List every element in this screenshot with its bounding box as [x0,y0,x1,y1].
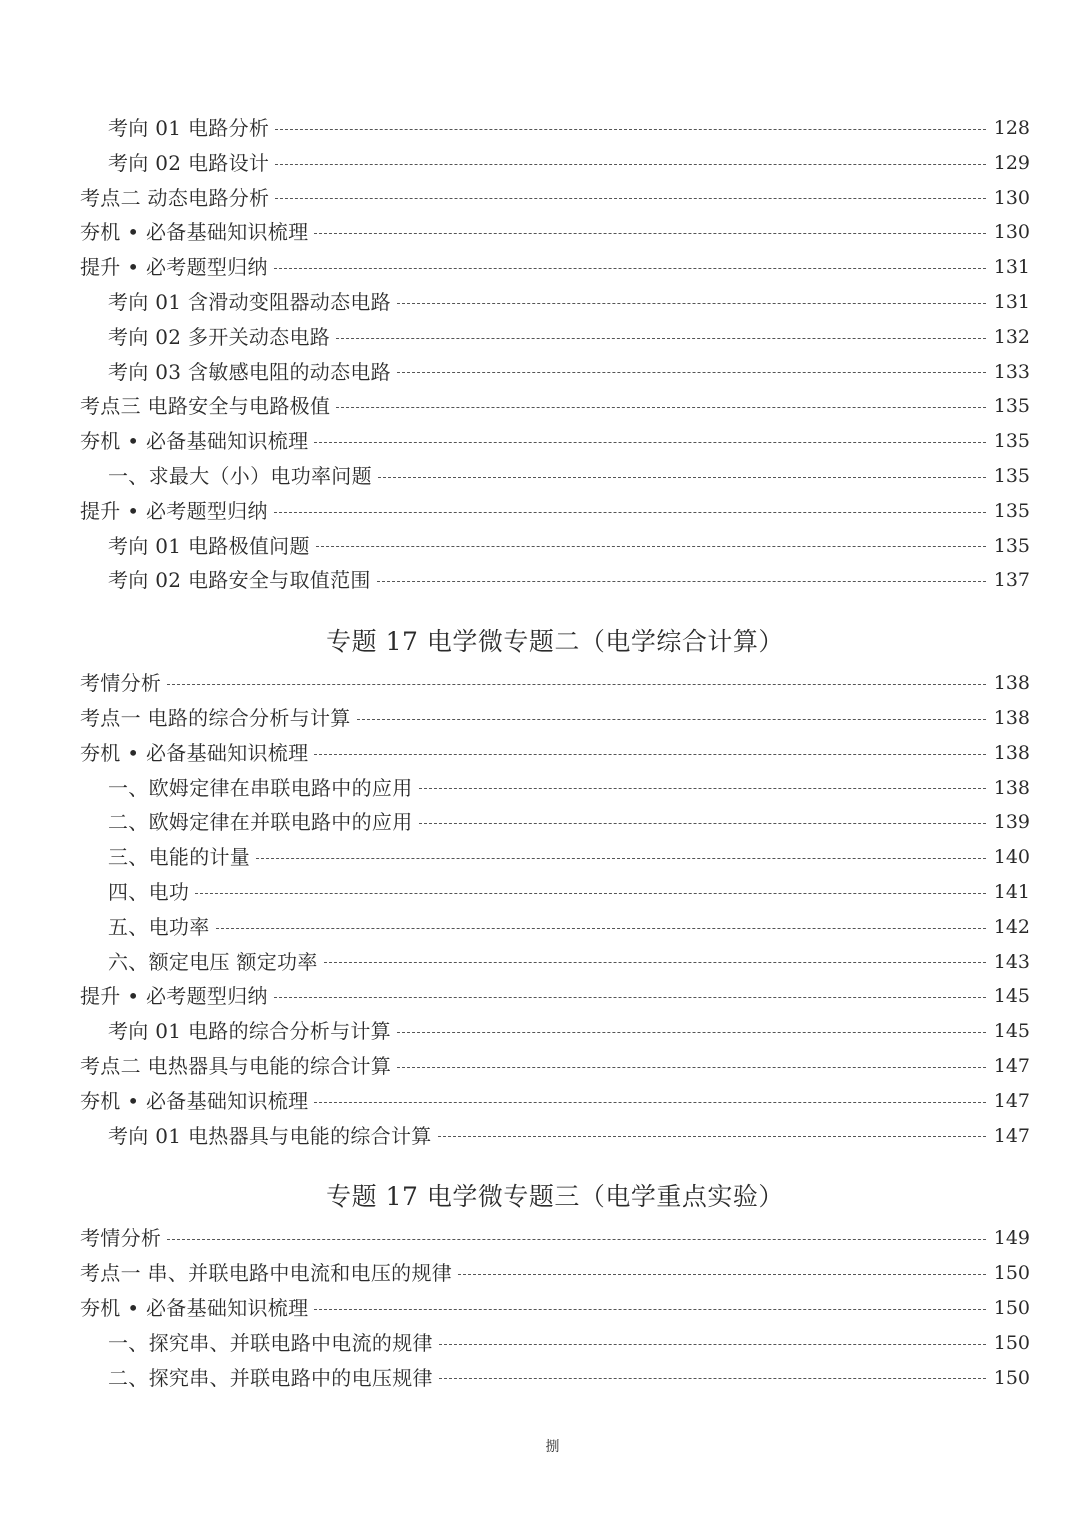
toc-entry[interactable] [80,459,1030,494]
toc-entry-page: 149 [993,1227,1030,1250]
toc-entry-label: 一、求最大（小）电功率问题 [108,463,372,488]
toc-entry-label: 考向 02 多开关动态电路 [108,324,331,349]
toc-leader-line [195,893,986,894]
section-title: 专题 17 电学微专题二（电学综合计算） [326,627,784,657]
toc-entry[interactable] [80,840,1030,875]
toc-entry[interactable] [80,563,1030,598]
toc-leader-line [357,719,986,720]
toc-entry-page: 135 [993,464,1030,487]
toc-entry-label: 考向 02 电路设计 [108,150,270,175]
page-number: 捌 [545,1439,560,1455]
toc-entry-page: 138 [993,706,1030,729]
table-of-contents [80,111,1030,1395]
toc-leader-line [336,338,986,339]
toc-entry[interactable] [80,1049,1030,1084]
toc-entry-label: 二、探究串、并联电路中的电压规律 [108,1365,433,1390]
toc-leader-line [377,581,986,582]
toc-entry-label: 考向 01 含滑动变阻器动态电路 [108,289,391,314]
toc-entry-label: 夯机 • 必备基础知识梳理 [80,1088,309,1113]
toc-leader-line [458,1274,986,1275]
toc-entry-label: 考点二 动态电路分析 [80,185,270,210]
toc-entry[interactable] [80,1361,1030,1396]
toc-entry-label: 提升 • 必考题型归纳 [80,498,268,523]
toc-leader-line [439,1344,986,1345]
toc-entry-page: 140 [993,846,1030,869]
toc-entry-page: 131 [993,290,1030,313]
toc-entry-page: 145 [993,985,1030,1008]
toc-entry-label: 二、欧姆定律在并联电路中的应用 [108,810,413,835]
toc-leader-line [274,997,986,998]
toc-entry-label: 考向 01 电路分析 [108,116,270,140]
toc-entry-page: 138 [993,776,1030,799]
toc-entry-page: 139 [993,811,1030,834]
toc-entry-label: 一、欧姆定律在串联电路中的应用 [108,775,413,800]
toc-entry-label: 考点二 电热器具与电能的综合计算 [80,1053,392,1078]
toc-leader-line [167,684,986,685]
toc-entry[interactable] [80,181,1030,216]
toc-entry[interactable] [80,389,1030,424]
toc-leader-line [216,928,986,929]
toc-leader-line [397,372,986,373]
toc-leader-line [256,858,986,859]
toc-entry[interactable] [80,320,1030,355]
toc-entry-label: 夯机 • 必备基础知识梳理 [80,220,309,245]
toc-entry-label: 考点一 电路的综合分析与计算 [80,705,351,730]
toc-entry[interactable] [80,736,1030,771]
toc-entry-page: 131 [993,256,1030,279]
toc-entry-page: 147 [993,1124,1030,1147]
toc-leader-line [439,1378,986,1379]
toc-leader-line [419,823,986,824]
toc-entry-page: 150 [993,1366,1030,1389]
toc-leader-line [274,268,986,269]
toc-entry-page: 150 [993,1296,1030,1319]
toc-entry[interactable] [80,805,1030,840]
toc-leader-line [275,129,986,130]
toc-entry[interactable] [80,701,1030,736]
toc-entry-label: 四、电功 [108,879,190,904]
toc-leader-line [419,788,986,789]
toc-entry[interactable] [80,146,1030,181]
toc-entry-page: 128 [993,117,1030,139]
toc-leader-line [274,512,986,513]
toc-entry-page: 141 [993,880,1030,903]
toc-entry[interactable] [80,771,1030,806]
toc-entry[interactable] [80,529,1030,564]
toc-entry-label: 考向 02 电路安全与取值范围 [108,568,371,593]
toc-entry-label: 一、探究串、并联电路中电流的规律 [108,1330,433,1355]
toc-entry[interactable] [80,979,1030,1014]
toc-entry[interactable] [80,1256,1030,1291]
toc-entry-page: 135 [993,499,1030,522]
toc-leader-line [314,754,985,755]
toc-entry-label: 六、额定电压 额定功率 [108,949,318,974]
toc-entry[interactable] [80,285,1030,320]
toc-entry-label: 考向 01 电路极值问题 [108,533,310,558]
toc-leader-line [438,1136,986,1137]
toc-leader-line [397,1067,986,1068]
toc-entry-label: 考向 01 电路的综合分析与计算 [108,1019,391,1044]
toc-entry-label: 五、电功率 [108,914,210,939]
toc-leader-line [314,1309,985,1310]
toc-entry[interactable] [80,1084,1030,1119]
toc-entry-page: 142 [993,915,1030,938]
toc-entry-page: 143 [993,950,1030,973]
toc-entry-page: 130 [993,186,1030,209]
toc-entry-label: 夯机 • 必备基础知识梳理 [80,429,309,454]
toc-entry-page: 145 [993,1020,1030,1043]
toc-entry-label: 考点三 电路安全与电路极值 [80,394,331,419]
toc-entry[interactable] [80,1119,1030,1154]
toc-entry-page: 137 [993,569,1030,592]
toc-entry[interactable] [80,494,1030,529]
toc-entry-label: 提升 • 必考题型归纳 [80,984,268,1009]
toc-entry-label: 考点一 串、并联电路中电流和电压的规律 [80,1261,453,1286]
toc-leader-line [397,303,986,304]
toc-entry-label: 提升 • 必考题型归纳 [80,255,268,280]
toc-leader-line [397,1032,986,1033]
toc-entry[interactable] [80,945,1030,980]
toc-entry-page: 150 [993,1331,1030,1354]
toc-entry-label: 考情分析 [80,1226,162,1251]
toc-entry-page: 147 [993,1054,1030,1077]
toc-entry-page: 138 [993,672,1030,695]
toc-entry-label: 考情分析 [80,671,162,696]
toc-entry-page: 132 [993,325,1030,348]
toc-leader-line [336,407,985,408]
toc-leader-line [275,198,985,199]
toc-entry[interactable] [80,355,1030,390]
toc-entry-page: 133 [993,360,1030,383]
toc-leader-line [314,442,985,443]
toc-entry[interactable] [80,1291,1030,1326]
toc-entry[interactable] [80,875,1030,910]
toc-entry[interactable] [80,666,1030,701]
toc-entry-label: 三、电能的计量 [108,845,251,870]
toc-entry[interactable] [80,1221,1030,1256]
toc-entry-page: 129 [993,151,1030,174]
toc-entry[interactable] [80,111,1030,146]
toc-entry[interactable] [80,215,1030,250]
toc-leader-line [314,233,985,234]
toc-leader-line [167,1239,986,1240]
section-title: 专题 17 电学微专题三（电学重点实验） [326,1182,784,1212]
toc-entry-label: 考向 03 含敏感电阻的动态电路 [108,359,391,384]
toc-entry-page: 138 [993,741,1030,764]
toc-entry[interactable] [80,910,1030,945]
toc-leader-line [314,1102,985,1103]
toc-entry-label: 夯机 • 必备基础知识梳理 [80,1295,309,1320]
toc-leader-line [316,546,986,547]
toc-entry-label: 考向 01 电热器具与电能的综合计算 [108,1123,432,1148]
toc-entry[interactable] [80,424,1030,459]
toc-entry-page: 150 [993,1262,1030,1285]
toc-entry-page: 135 [993,430,1030,453]
toc-entry-label: 夯机 • 必备基础知识梳理 [80,740,309,765]
toc-entry-page: 135 [993,395,1030,418]
toc-entry[interactable] [80,250,1030,285]
toc-leader-line [324,962,986,963]
toc-leader-line [378,477,986,478]
toc-entry-page: 130 [993,221,1030,244]
toc-entry-page: 147 [993,1089,1030,1112]
toc-leader-line [275,164,986,165]
toc-entry[interactable] [80,1326,1030,1361]
toc-entry-page: 135 [993,534,1030,557]
toc-entry[interactable] [80,1014,1030,1049]
